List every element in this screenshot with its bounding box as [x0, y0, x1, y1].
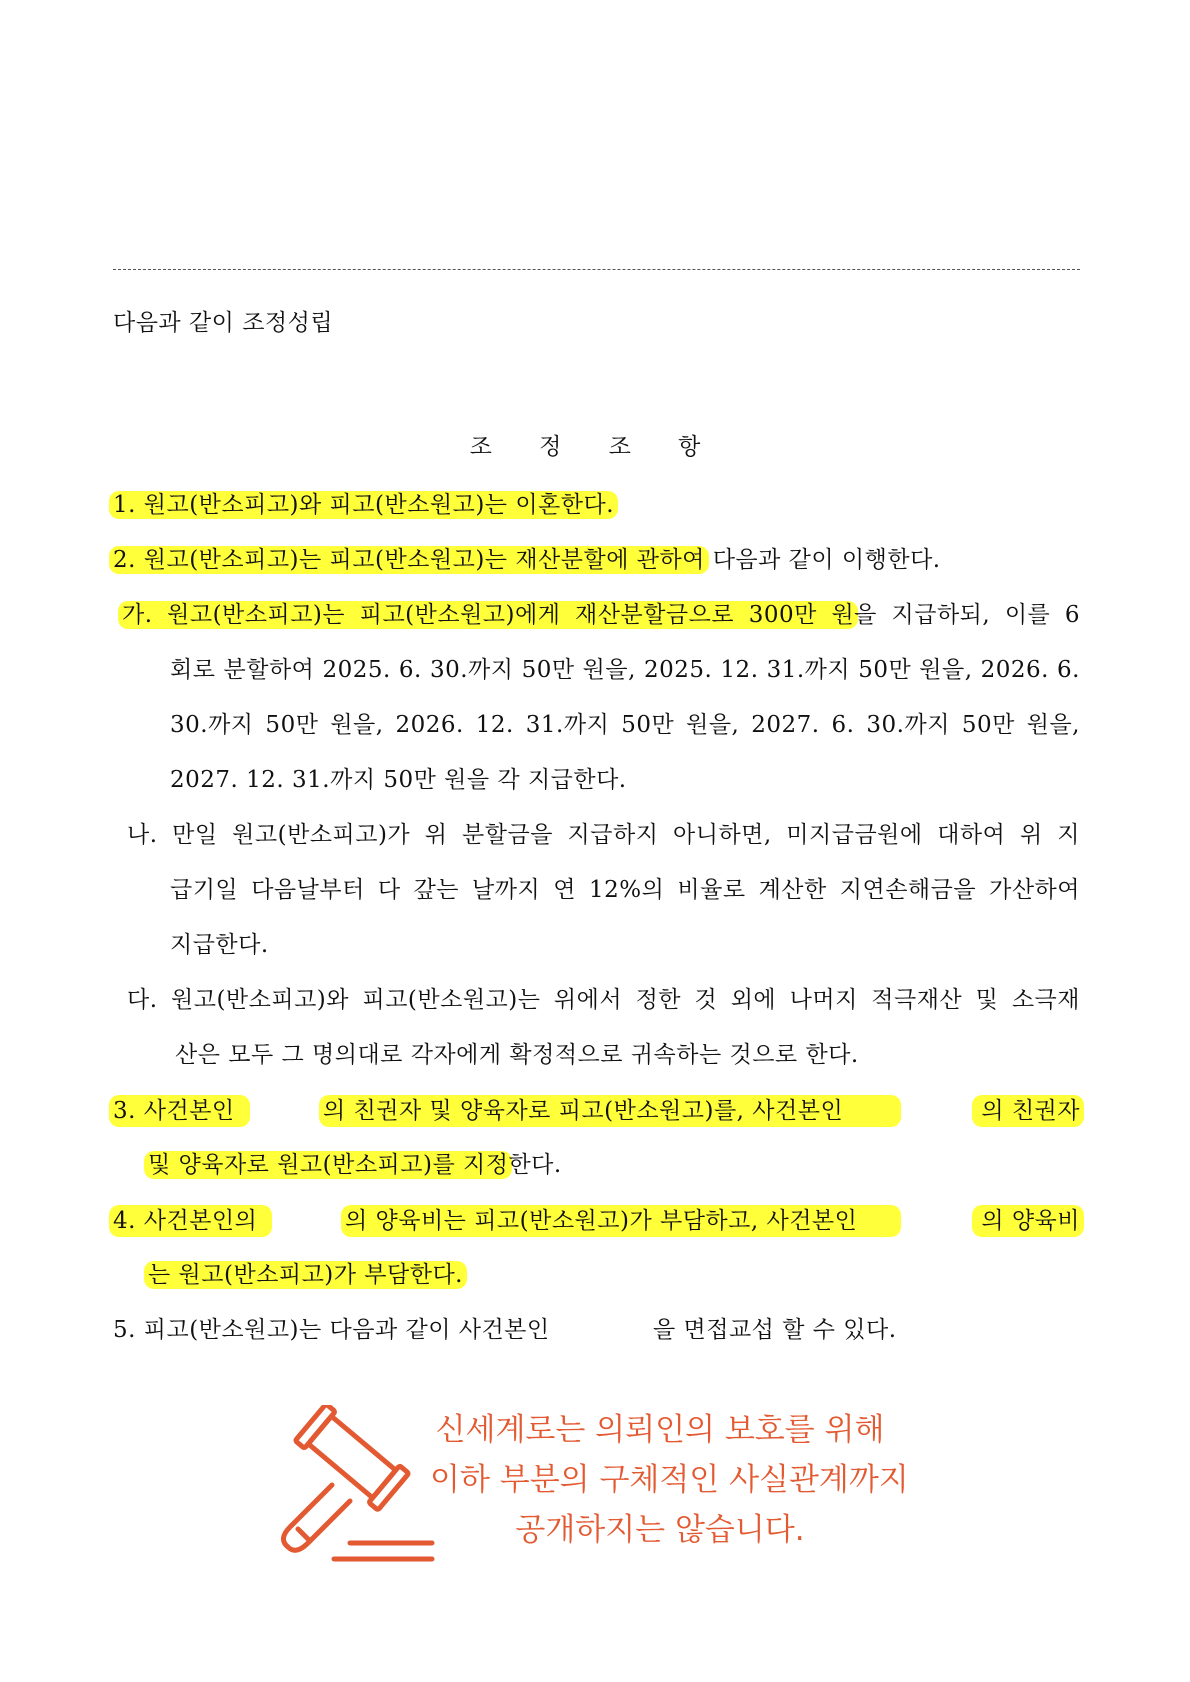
clause-2: [113, 545, 941, 575]
clause-2-rest: 다음과 같이 이행한다.: [704, 547, 941, 573]
clause-4-line-2: [148, 1260, 463, 1290]
clause-2-ga-rest: 을 지급하되, 이를 6: [854, 602, 1081, 628]
clause-3-line-2: [148, 1150, 562, 1180]
clause-2-ga-line-1: [122, 600, 1080, 630]
highlight: 1. 원고(반소피고)와 피고(반소원고)는 이혼한다.: [109, 491, 618, 519]
notice-text: [430, 1405, 909, 1555]
highlight: 가. 원고(반소피고)는 피고(반소원고)에게 재산분할금으로 300만 원: [118, 601, 858, 629]
clause-2-ga-line-3: 30.까지 50만 원을, 2026. 12. 31.까지 50만 원을, 2027. 6. 30.까지 50만 원을,: [170, 712, 1080, 738]
notice-line-3: 공개하지는 않습니다.: [515, 1512, 805, 1548]
highlight: 4. 사건본인의: [109, 1205, 272, 1237]
highlight: 의 친권자: [972, 1095, 1084, 1127]
clause-5-part-1: 5. 피고(반소원고)는 다음과 같이 사건본인: [113, 1317, 550, 1343]
clause-2-ga-line-4: 2027. 12. 31.까지 50만 원을 각 지급한다.: [170, 767, 627, 793]
privacy-notice: [270, 1405, 910, 1570]
clause-3-rest: 한다.: [508, 1152, 562, 1178]
highlight: 의 양육비는 피고(반소원고)가 부담하고, 사건본인: [341, 1205, 901, 1237]
clause-2-da-line-1: 다. 원고(반소피고)와 피고(반소원고)는 위에서 정한 것 외에 나머지 적극재산 및 소극재: [127, 987, 1080, 1013]
highlight: 3. 사건본인: [109, 1095, 250, 1127]
clause-2-na-line-1: 나. 만일 원고(반소피고)가 위 분할금을 지급하지 아니하면, 미지급금원에 대하여 위 지: [127, 822, 1080, 848]
clause-5-part-2: 을 면접교섭 할 수 있다.: [653, 1317, 897, 1343]
highlight: 의 양육비: [972, 1205, 1084, 1237]
gavel-icon: [270, 1405, 440, 1570]
clause-2-ga-line-2: 회로 분할하여 2025. 6. 30.까지 50만 원을, 2025. 12. 31.까지 50만 원을, 2026. 6.: [170, 657, 1080, 683]
intro-text: 다음과 같이 조정성립: [113, 310, 334, 336]
notice-line-1: 신세계로는 의뢰인의 보호를 위해: [435, 1412, 885, 1448]
notice-line-2: 이하 부분의 구체적인 사실관계까지: [430, 1462, 909, 1498]
clause-2-na-line-3: 지급한다.: [170, 932, 269, 958]
clause-2-na-line-2: 급기일 다음날부터 다 갚는 날까지 연 12%의 비율로 계산한 지연손해금을 가산하여: [170, 877, 1080, 903]
highlight: 및 양육자로 원고(반소피고)를 지정: [144, 1151, 512, 1179]
highlight: 2. 원고(반소피고)는 피고(반소원고)는 재산분할에 관하여: [109, 546, 709, 574]
highlight: 는 원고(반소피고)가 부담한다.: [144, 1261, 467, 1289]
highlight: 의 친권자 및 양육자로 피고(반소원고)를, 사건본인: [319, 1095, 901, 1127]
dashed-divider: [113, 269, 1080, 270]
section-title: 조 정 조 항: [469, 434, 721, 460]
clause-1: [113, 490, 614, 520]
clause-2-da-line-2: 산은 모두 그 명의대로 각자에게 확정적으로 귀속하는 것으로 한다.: [175, 1042, 859, 1068]
